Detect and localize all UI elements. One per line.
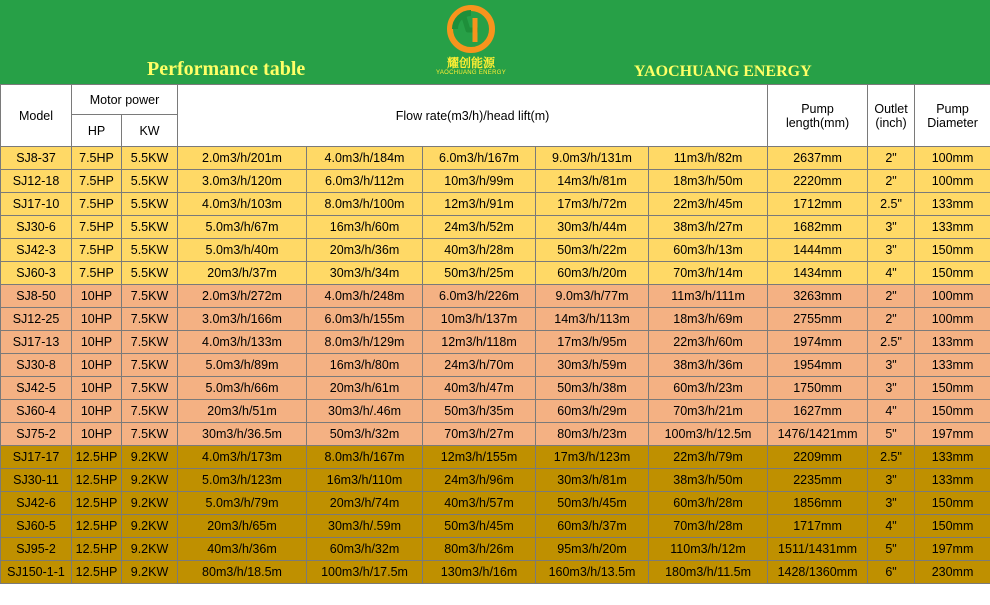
cell-f5: 38m3/h/27m [649,216,768,239]
cell-f5: 18m3/h/69m [649,308,768,331]
cell-length: 1434mm [768,262,868,285]
cell-f3: 50m3/h/25m [423,262,536,285]
cell-f3: 40m3/h/28m [423,239,536,262]
cell-f5: 22m3/h/45m [649,193,768,216]
cell-f4: 14m3/h/113m [536,308,649,331]
cell-diameter: 150mm [915,400,990,423]
cell-f4: 60m3/h/37m [536,515,649,538]
cell-outlet: 2.5" [868,446,915,469]
cell-diameter: 230mm [915,561,990,584]
cell-kw: 9.2KW [122,469,178,492]
cell-kw: 9.2KW [122,538,178,561]
table-row [1,492,990,515]
table-row [1,561,990,584]
cell-diameter: 100mm [915,170,990,193]
cell-f2: 30m3/h/34m [307,262,423,285]
cell-f3: 10m3/h/99m [423,170,536,193]
cell-model: SJ42-3 [1,239,72,262]
cell-f4: 14m3/h/81m [536,170,649,193]
cell-outlet: 3" [868,469,915,492]
cell-length: 2220mm [768,170,868,193]
cell-f2: 16m3/h/110m [307,469,423,492]
cell-outlet: 3" [868,377,915,400]
cell-length: 1856mm [768,492,868,515]
cell-f4: 30m3/h/44m [536,216,649,239]
cell-f1: 20m3/h/65m [178,515,307,538]
cell-diameter: 150mm [915,515,990,538]
cell-outlet: 2.5" [868,193,915,216]
cell-f2: 4.0m3/h/184m [307,147,423,170]
cell-kw: 5.5KW [122,147,178,170]
cell-f4: 50m3/h/38m [536,377,649,400]
cell-outlet: 4" [868,515,915,538]
cell-f4: 80m3/h/23m [536,423,649,446]
table-row [1,285,990,308]
logo-chinese-name: 耀创能源 [446,56,495,70]
cell-model: SJ75-2 [1,423,72,446]
cell-f2: 16m3/h/60m [307,216,423,239]
cell-length: 1750mm [768,377,868,400]
cell-model: SJ60-3 [1,262,72,285]
cell-outlet: 6" [868,561,915,584]
table-row [1,331,990,354]
cell-f3: 10m3/h/137m [423,308,536,331]
cell-f2: 8.0m3/h/129m [307,331,423,354]
cell-model: SJ60-5 [1,515,72,538]
cell-diameter: 133mm [915,193,990,216]
cell-kw: 7.5KW [122,285,178,308]
cell-model: SJ17-13 [1,331,72,354]
cell-hp: 12.5HP [72,538,122,561]
logo-mark-icon [446,4,496,54]
cell-diameter: 150mm [915,492,990,515]
brand-logo [431,4,511,82]
table-row [1,147,990,170]
cell-f5: 60m3/h/13m [649,239,768,262]
table-row [1,308,990,331]
cell-hp: 7.5HP [72,170,122,193]
cell-f1: 30m3/h/36.5m [178,423,307,446]
cell-f1: 5.0m3/h/67m [178,216,307,239]
cell-f1: 20m3/h/51m [178,400,307,423]
cell-outlet: 2" [868,147,915,170]
table-row [1,446,990,469]
table-row [1,377,990,400]
cell-outlet: 2.5" [868,331,915,354]
header-outlet: Outlet (inch) [868,85,915,147]
table-row [1,354,990,377]
cell-f2: 30m3/h/.59m [307,515,423,538]
cell-hp: 10HP [72,423,122,446]
cell-outlet: 3" [868,354,915,377]
cell-f2: 6.0m3/h/155m [307,308,423,331]
cell-f3: 6.0m3/h/167m [423,147,536,170]
cell-hp: 12.5HP [72,492,122,515]
cell-f5: 11m3/h/111m [649,285,768,308]
cell-f4: 30m3/h/59m [536,354,649,377]
cell-diameter: 133mm [915,446,990,469]
cell-kw: 7.5KW [122,354,178,377]
cell-f1: 5.0m3/h/66m [178,377,307,400]
cell-length: 1511/1431mm [768,538,868,561]
cell-f4: 160m3/h/13.5m [536,561,649,584]
cell-f3: 40m3/h/57m [423,492,536,515]
cell-f5: 60m3/h/28m [649,492,768,515]
cell-kw: 5.5KW [122,216,178,239]
cell-length: 3263mm [768,285,868,308]
page-title: Performance table [147,58,306,80]
cell-f1: 3.0m3/h/166m [178,308,307,331]
cell-f3: 50m3/h/45m [423,515,536,538]
cell-model: SJ95-2 [1,538,72,561]
cell-f5: 38m3/h/50m [649,469,768,492]
header-model: Model [1,85,72,147]
cell-f2: 20m3/h/61m [307,377,423,400]
cell-f3: 24m3/h/52m [423,216,536,239]
cell-diameter: 197mm [915,538,990,561]
cell-f2: 20m3/h/36m [307,239,423,262]
cell-f4: 95m3/h/20m [536,538,649,561]
cell-hp: 12.5HP [72,446,122,469]
cell-hp: 7.5HP [72,216,122,239]
banner [0,0,990,84]
cell-diameter: 100mm [915,285,990,308]
cell-f1: 2.0m3/h/272m [178,285,307,308]
cell-kw: 5.5KW [122,262,178,285]
cell-model: SJ17-17 [1,446,72,469]
cell-hp: 7.5HP [72,147,122,170]
cell-outlet: 3" [868,239,915,262]
cell-f4: 60m3/h/29m [536,400,649,423]
cell-f2: 20m3/h/74m [307,492,423,515]
cell-model: SJ42-6 [1,492,72,515]
cell-length: 1717mm [768,515,868,538]
cell-f4: 50m3/h/22m [536,239,649,262]
cell-model: SJ12-18 [1,170,72,193]
cell-diameter: 133mm [915,354,990,377]
cell-f3: 130m3/h/16m [423,561,536,584]
cell-f1: 4.0m3/h/103m [178,193,307,216]
header-hp: HP [72,115,122,147]
cell-model: SJ42-5 [1,377,72,400]
cell-length: 1682mm [768,216,868,239]
cell-diameter: 133mm [915,469,990,492]
cell-f4: 60m3/h/20m [536,262,649,285]
cell-f2: 60m3/h/32m [307,538,423,561]
cell-length: 1428/1360mm [768,561,868,584]
cell-f2: 30m3/h/.46m [307,400,423,423]
cell-f4: 9.0m3/h/131m [536,147,649,170]
cell-length: 1444mm [768,239,868,262]
cell-f5: 18m3/h/50m [649,170,768,193]
cell-diameter: 150mm [915,262,990,285]
cell-kw: 9.2KW [122,446,178,469]
cell-hp: 10HP [72,308,122,331]
cell-outlet: 2" [868,308,915,331]
cell-f3: 12m3/h/155m [423,446,536,469]
cell-f2: 8.0m3/h/167m [307,446,423,469]
header-pump-length: Pump length(mm) [768,85,868,147]
cell-f5: 70m3/h/28m [649,515,768,538]
cell-outlet: 4" [868,262,915,285]
cell-f4: 30m3/h/81m [536,469,649,492]
cell-kw: 7.5KW [122,377,178,400]
cell-outlet: 5" [868,423,915,446]
cell-f1: 3.0m3/h/120m [178,170,307,193]
cell-length: 1627mm [768,400,868,423]
cell-f1: 5.0m3/h/89m [178,354,307,377]
cell-model: SJ30-6 [1,216,72,239]
cell-f1: 4.0m3/h/133m [178,331,307,354]
cell-kw: 9.2KW [122,492,178,515]
cell-f4: 17m3/h/95m [536,331,649,354]
cell-diameter: 100mm [915,147,990,170]
cell-hp: 10HP [72,400,122,423]
cell-f3: 50m3/h/35m [423,400,536,423]
cell-f4: 50m3/h/45m [536,492,649,515]
cell-f5: 22m3/h/79m [649,446,768,469]
cell-f2: 16m3/h/80m [307,354,423,377]
cell-diameter: 133mm [915,331,990,354]
cell-diameter: 197mm [915,423,990,446]
cell-f2: 100m3/h/17.5m [307,561,423,584]
cell-f3: 80m3/h/26m [423,538,536,561]
cell-f3: 24m3/h/70m [423,354,536,377]
table-row [1,515,990,538]
cell-length: 2637mm [768,147,868,170]
cell-length: 1974mm [768,331,868,354]
cell-f5: 38m3/h/36m [649,354,768,377]
cell-kw: 9.2KW [122,561,178,584]
table-row [1,216,990,239]
cell-f3: 70m3/h/27m [423,423,536,446]
cell-f1: 5.0m3/h/40m [178,239,307,262]
table-row [1,193,990,216]
cell-hp: 7.5HP [72,193,122,216]
cell-kw: 7.5KW [122,308,178,331]
table-row [1,239,990,262]
cell-length: 2235mm [768,469,868,492]
cell-length: 2209mm [768,446,868,469]
cell-f1: 40m3/h/36m [178,538,307,561]
cell-model: SJ17-10 [1,193,72,216]
cell-outlet: 2" [868,285,915,308]
cell-outlet: 5" [868,538,915,561]
cell-f4: 9.0m3/h/77m [536,285,649,308]
cell-f5: 70m3/h/21m [649,400,768,423]
cell-hp: 10HP [72,285,122,308]
cell-model: SJ60-4 [1,400,72,423]
cell-model: SJ150-1-1 [1,561,72,584]
cell-f2: 4.0m3/h/248m [307,285,423,308]
cell-length: 1712mm [768,193,868,216]
cell-kw: 5.5KW [122,193,178,216]
cell-f1: 4.0m3/h/173m [178,446,307,469]
cell-kw: 7.5KW [122,331,178,354]
cell-outlet: 2" [868,170,915,193]
cell-f1: 5.0m3/h/79m [178,492,307,515]
cell-hp: 10HP [72,377,122,400]
header-pump-diameter: Pump Diameter [915,85,990,147]
cell-f1: 5.0m3/h/123m [178,469,307,492]
table-row [1,170,990,193]
cell-kw: 7.5KW [122,400,178,423]
cell-hp: 10HP [72,354,122,377]
cell-f5: 70m3/h/14m [649,262,768,285]
cell-kw: 9.2KW [122,515,178,538]
cell-f5: 110m3/h/12m [649,538,768,561]
table-row [1,538,990,561]
cell-hp: 12.5HP [72,561,122,584]
cell-f3: 24m3/h/96m [423,469,536,492]
cell-outlet: 4" [868,400,915,423]
cell-hp: 12.5HP [72,515,122,538]
cell-length: 2755mm [768,308,868,331]
table-row [1,423,990,446]
performance-table [0,84,990,584]
cell-hp: 10HP [72,331,122,354]
cell-model: SJ30-11 [1,469,72,492]
cell-f1: 20m3/h/37m [178,262,307,285]
cell-f5: 180m3/h/11.5m [649,561,768,584]
table-row [1,262,990,285]
cell-kw: 7.5KW [122,423,178,446]
cell-hp: 12.5HP [72,469,122,492]
header-flow-rate: Flow rate(m3/h)/head lift(m) [178,85,768,147]
cell-outlet: 3" [868,216,915,239]
cell-length: 1954mm [768,354,868,377]
cell-outlet: 3" [868,492,915,515]
company-name: YAOCHUANG ENERGY [634,63,812,80]
cell-model: SJ12-25 [1,308,72,331]
cell-model: SJ8-50 [1,285,72,308]
cell-hp: 7.5HP [72,262,122,285]
cell-diameter: 150mm [915,377,990,400]
cell-kw: 5.5KW [122,239,178,262]
cell-f1: 2.0m3/h/201m [178,147,307,170]
cell-f2: 8.0m3/h/100m [307,193,423,216]
cell-f5: 22m3/h/60m [649,331,768,354]
cell-model: SJ30-8 [1,354,72,377]
table-row [1,469,990,492]
cell-f4: 17m3/h/123m [536,446,649,469]
cell-f3: 12m3/h/91m [423,193,536,216]
logo-english-name: YAOCHUANG ENERGY [435,70,507,76]
cell-length: 1476/1421mm [768,423,868,446]
cell-f3: 12m3/h/118m [423,331,536,354]
cell-f1: 80m3/h/18.5m [178,561,307,584]
cell-f5: 11m3/h/82m [649,147,768,170]
cell-f3: 6.0m3/h/226m [423,285,536,308]
cell-f5: 60m3/h/23m [649,377,768,400]
cell-diameter: 133mm [915,216,990,239]
cell-f3: 40m3/h/47m [423,377,536,400]
cell-f4: 17m3/h/72m [536,193,649,216]
header-kw: KW [122,115,178,147]
cell-kw: 5.5KW [122,170,178,193]
cell-diameter: 100mm [915,308,990,331]
cell-model: SJ8-37 [1,147,72,170]
cell-f2: 6.0m3/h/112m [307,170,423,193]
table-row [1,400,990,423]
cell-hp: 7.5HP [72,239,122,262]
cell-f5: 100m3/h/12.5m [649,423,768,446]
cell-diameter: 150mm [915,239,990,262]
header-motor-power: Motor power [72,85,178,115]
cell-f2: 50m3/h/32m [307,423,423,446]
